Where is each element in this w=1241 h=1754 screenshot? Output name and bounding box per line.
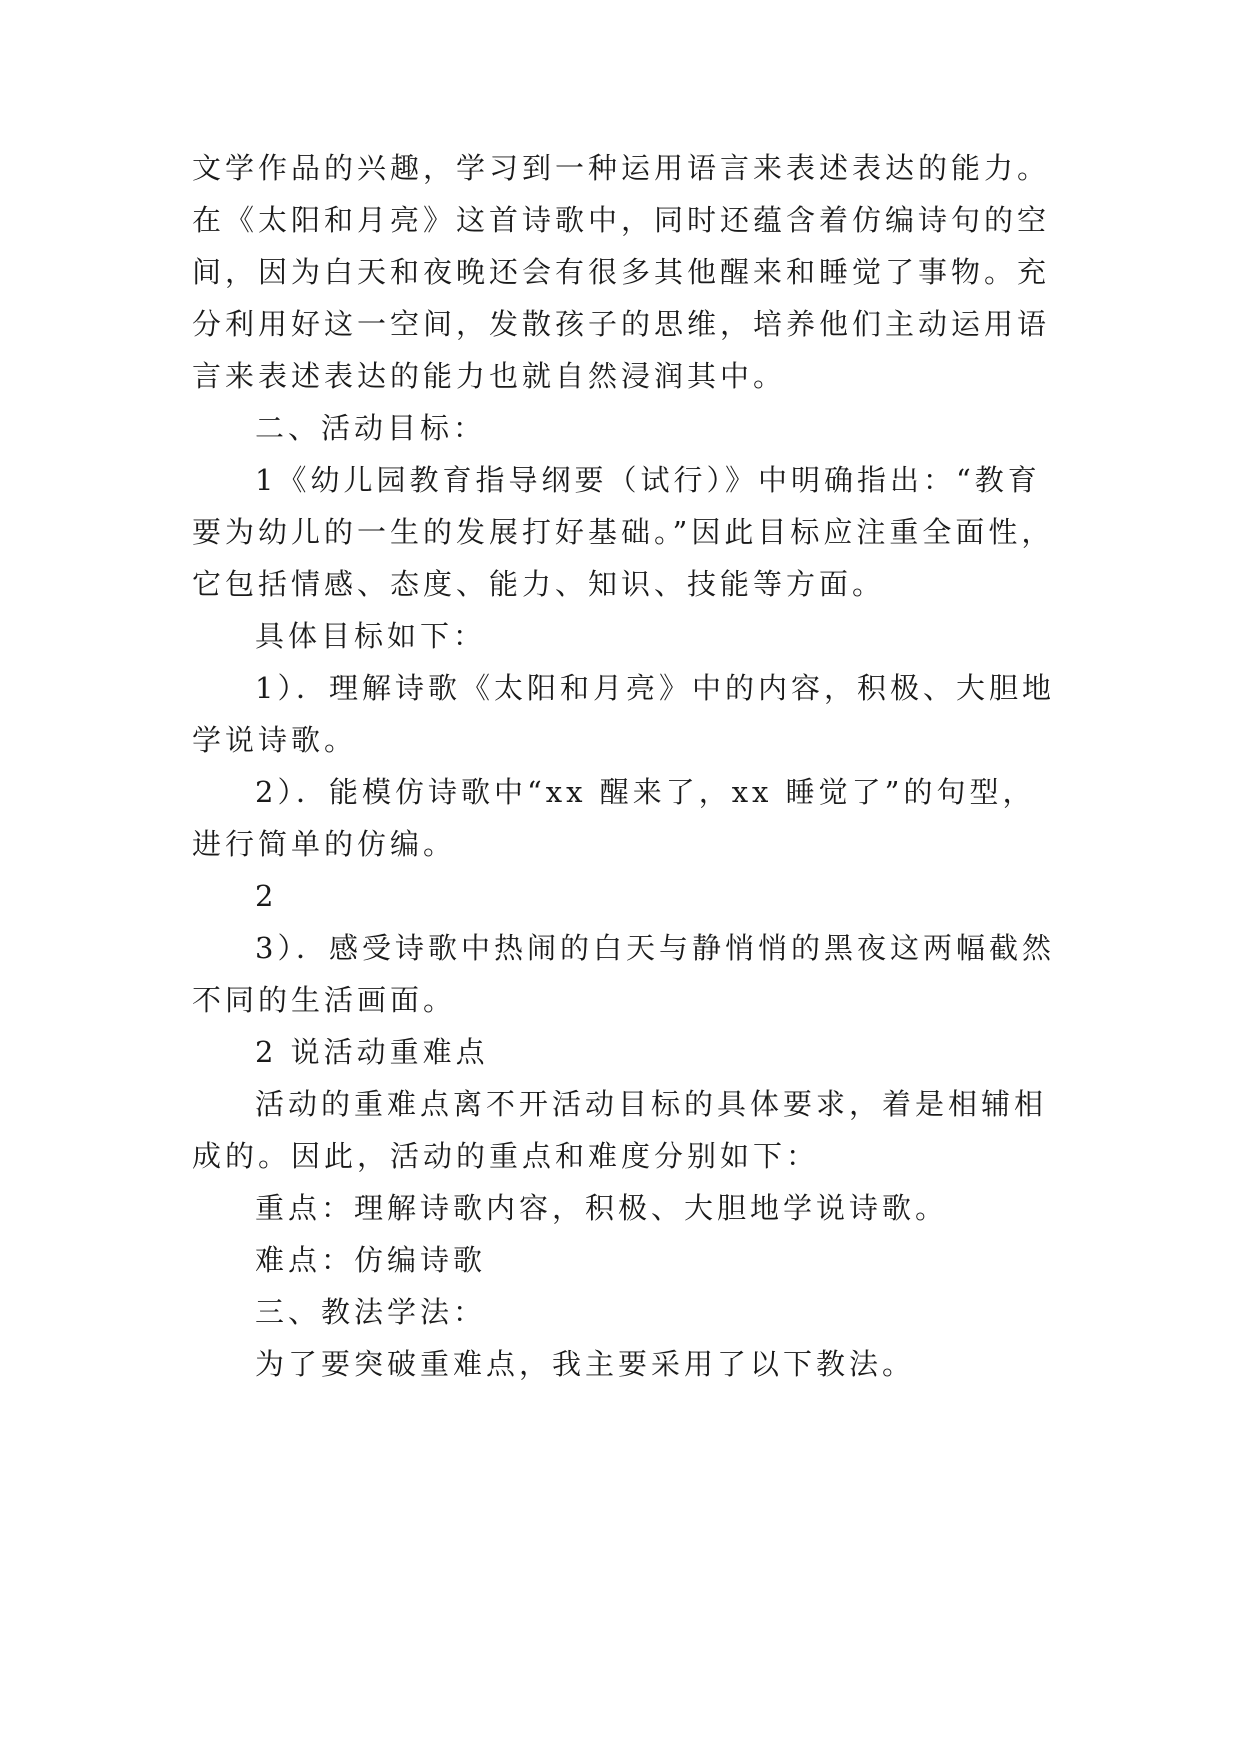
section-heading: 二、活动目标： [255, 411, 487, 445]
paragraph-line: 间，因为白天和夜晚还会有很多其他醒来和睡觉了事物。充 [192, 255, 1051, 289]
paragraph-line: 在《太阳和月亮》这首诗歌中，同时还蕴含着仿编诗句的空 [192, 203, 1051, 237]
paragraph-line: 2 [255, 879, 278, 913]
paragraph-line: 成的。因此，活动的重点和难度分别如下： [192, 1139, 820, 1173]
list-item-continuation: 进行简单的仿编。 [192, 827, 457, 861]
list-item: 1）．理解诗歌《太阳和月亮》中的内容，积极、大胆地 [255, 671, 1055, 705]
paragraph-line: 文学作品的兴趣，学习到一种运用语言来表述表达的能力。 [192, 151, 1051, 185]
list-item-continuation: 不同的生活画面。 [192, 983, 457, 1017]
list-item: 2）．能模仿诗歌中“xx 醒来了，xx 睡觉了”的句型， [255, 775, 1036, 809]
list-item-continuation: 学说诗歌。 [192, 723, 358, 757]
paragraph-line: 言来表述表达的能力也就自然浸润其中。 [192, 359, 787, 393]
paragraph-line: 难点：仿编诗歌 [255, 1243, 487, 1277]
paragraph-line: 重点：理解诗歌内容，积极、大胆地学说诗歌。 [255, 1191, 949, 1225]
list-item: 3）．感受诗歌中热闹的白天与静悄悄的黑夜这两幅截然 [255, 931, 1055, 965]
paragraph-line: 为了要突破重难点，我主要采用了以下教法。 [255, 1347, 916, 1381]
paragraph-line: 1《幼儿园教育指导纲要（试行）》中明确指出：“教育 [255, 463, 1041, 497]
paragraph-line: 分利用好这一空间，发散孩子的思维，培养他们主动运用语 [192, 307, 1051, 341]
paragraph-line: 活动的重难点离不开活动目标的具体要求，着是相辅相 [255, 1087, 1048, 1121]
paragraph-line: 它包括情感、态度、能力、知识、技能等方面。 [192, 567, 886, 601]
section-heading: 2 说活动重难点 [255, 1035, 489, 1069]
paragraph-line: 具体目标如下： [255, 619, 487, 653]
section-heading: 三、教法学法： [255, 1295, 487, 1329]
paragraph-line: 要为幼儿的一生的发展打好基础。”因此目标应注重全面性， [192, 515, 1055, 549]
